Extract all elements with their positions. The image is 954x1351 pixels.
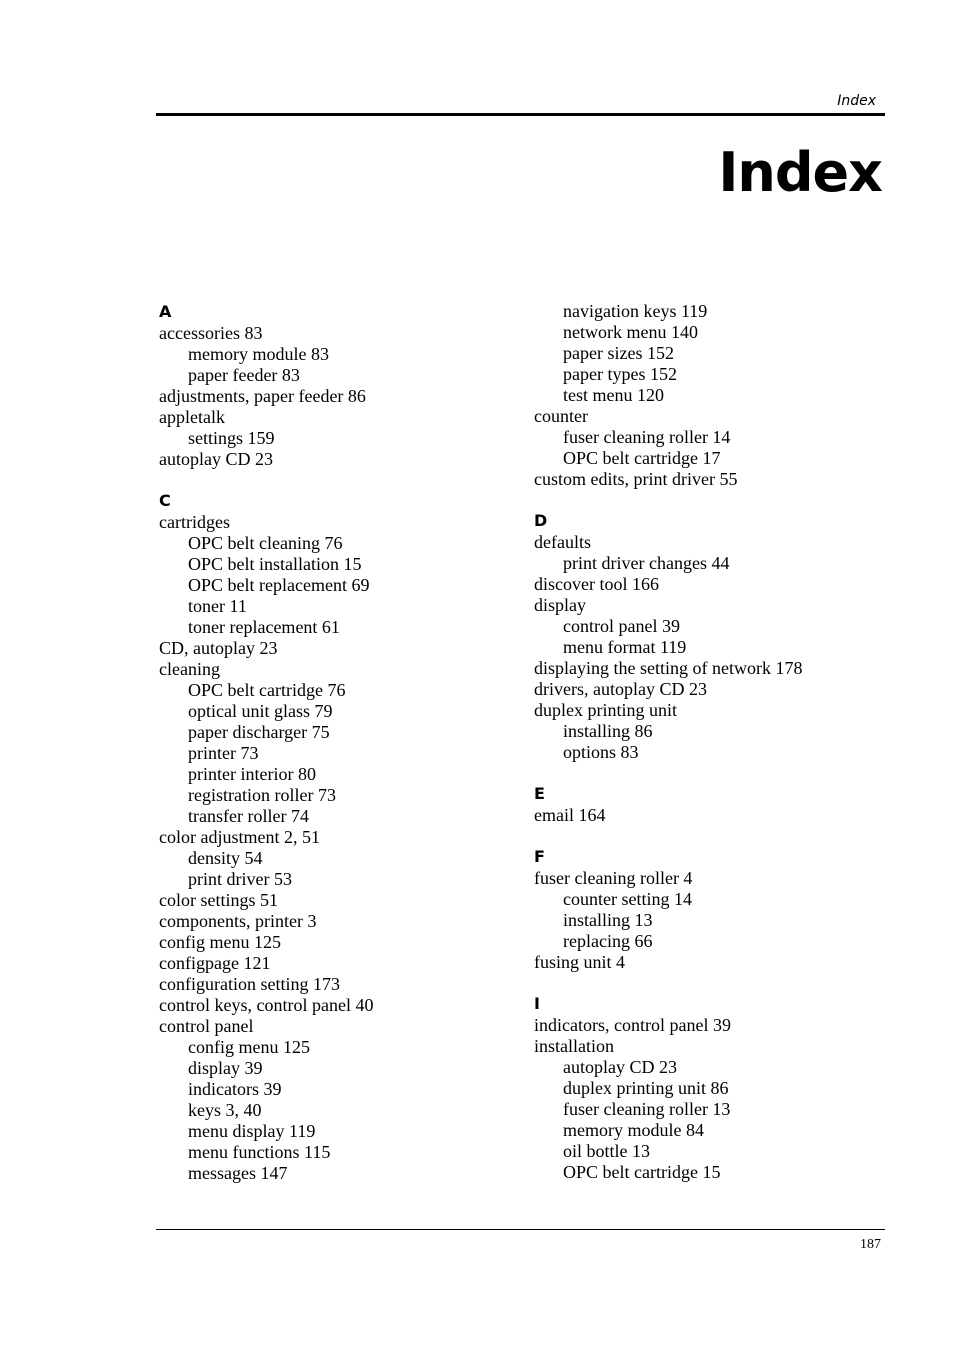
section-letter: I [534,994,540,1013]
index-subentry: counter setting 14 [563,889,692,909]
index-entry: control panel [159,1016,254,1036]
index-subentry: toner replacement 61 [188,617,340,637]
index-entry: custom edits, print driver 55 [534,469,738,489]
index-subentry: OPC belt cartridge 17 [563,448,721,468]
index-subentry: menu functions 115 [188,1142,331,1162]
index-entry: indicators, control panel 39 [534,1015,731,1035]
index-entry: installation [534,1036,614,1056]
index-subentry: installing 86 [563,721,653,741]
index-subentry: memory module 84 [563,1120,704,1140]
index-entry: displaying the setting of network 178 [534,658,803,678]
index-entry: cleaning [159,659,220,679]
index-section [534,510,894,763]
running-head: Index [837,93,876,109]
index-subentry: memory module 83 [188,344,329,364]
index-subentry: test menu 120 [563,385,664,405]
index-entry: appletalk [159,407,225,427]
index-entry: color settings 51 [159,890,278,910]
index-subentry: paper discharger 75 [188,722,330,742]
index-entry: CD, autoplay 23 [159,638,278,658]
index-subentry: autoplay CD 23 [563,1057,677,1077]
index-entry: components, printer 3 [159,911,317,931]
index-subentry: printer 73 [188,743,259,763]
page-title: Index [718,141,882,204]
index-section [159,301,519,470]
section-letter: A [159,302,172,321]
index-subentry: OPC belt cartridge 15 [563,1162,721,1182]
section-letter: E [534,784,545,803]
header-rule [156,113,885,116]
index-subentry: network menu 140 [563,322,698,342]
index-subentry: paper types 152 [563,364,677,384]
index-entry: email 164 [534,805,606,825]
index-subentry: OPC belt cleaning 76 [188,533,343,553]
index-subentry: print driver 53 [188,869,292,889]
index-entry: adjustments, paper feeder 86 [159,386,366,406]
index-subentry: installing 13 [563,910,653,930]
index-subentry: keys 3, 40 [188,1100,262,1120]
index-entry: fusing unit 4 [534,952,626,972]
index-entry: configuration setting 173 [159,974,340,994]
index-entry: fuser cleaning roller 4 [534,868,693,888]
index-section [534,846,894,973]
index-entry: color adjustment 2, 51 [159,827,320,847]
index-subentry: OPC belt installation 15 [188,554,362,574]
index-subentry: printer interior 80 [188,764,316,784]
index-entry: accessories 83 [159,323,263,343]
index-subentry: control panel 39 [563,616,680,636]
index-column-left [159,301,519,1204]
index-subentry: OPC belt cartridge 76 [188,680,346,700]
index-subentry: indicators 39 [188,1079,282,1099]
index-subentry: navigation keys 119 [563,301,708,321]
index-section [534,783,894,826]
section-letter: C [159,491,171,510]
index-entry: control keys, control panel 40 [159,995,374,1015]
index-entry: duplex printing unit [534,700,677,720]
index-entry: counter [534,406,588,426]
index-entry: drivers, autoplay CD 23 [534,679,707,699]
index-subentry: registration roller 73 [188,785,336,805]
index-subentry: replacing 66 [563,931,653,951]
index-entry: configpage 121 [159,953,271,973]
index-subentry: oil bottle 13 [563,1141,650,1161]
index-subentry: OPC belt replacement 69 [188,575,370,595]
index-subentry: options 83 [563,742,639,762]
index-column-right [534,301,894,1203]
page-number: 187 [860,1237,881,1252]
index-subentry: optical unit glass 79 [188,701,333,721]
index-subentry: menu display 119 [188,1121,316,1141]
index-subentry: messages 147 [188,1163,288,1183]
index-subentry: paper sizes 152 [563,343,674,363]
index-subentry: transfer roller 74 [188,806,309,826]
index-subentry: duplex printing unit 86 [563,1078,729,1098]
index-entry: display [534,595,586,615]
index-subentry: fuser cleaning roller 14 [563,427,731,447]
index-subentry: display 39 [188,1058,263,1078]
index-subentry: toner 11 [188,596,247,616]
index-section [534,301,894,490]
index-subentry: settings 159 [188,428,275,448]
section-letter: F [534,847,545,866]
index-entry: config menu 125 [159,932,281,952]
index-subentry: density 54 [188,848,263,868]
footer-rule [156,1229,885,1230]
index-section [159,490,519,1184]
index-subentry: config menu 125 [188,1037,310,1057]
index-subentry: menu format 119 [563,637,687,657]
index-entry: defaults [534,532,591,552]
index-entry: discover tool 166 [534,574,659,594]
index-entry: autoplay CD 23 [159,449,273,469]
index-entry: cartridges [159,512,230,532]
index-subentry: paper feeder 83 [188,365,300,385]
index-subentry: print driver changes 44 [563,553,730,573]
section-letter: D [534,511,548,530]
index-subentry: fuser cleaning roller 13 [563,1099,731,1119]
index-section [534,993,894,1183]
